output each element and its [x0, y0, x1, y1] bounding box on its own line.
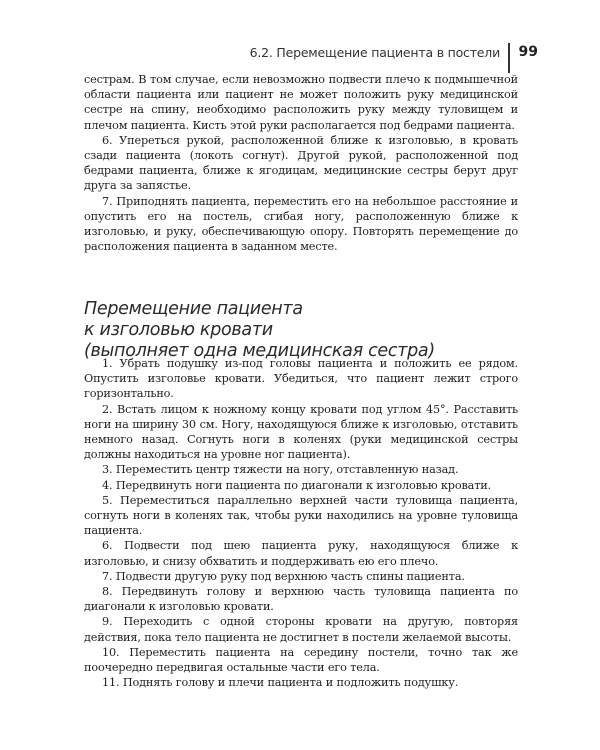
running-header	[250, 41, 538, 63]
header-divider	[508, 43, 510, 73]
step-item: 9. Переходить с одной стороны кровати на другую, повторяя действия, пока тело пациента не достигнет в постели желаемой высоты.	[84, 615, 518, 644]
page-number: 99	[518, 44, 538, 60]
step-item: 3. Переместить центр тяжести на ногу, отставленную назад.	[102, 463, 459, 477]
step-item: 10. Переместить пациента на середину постели, точно так же поочередно передвигая остальные части его тела.	[84, 645, 518, 675]
running-title: 6.2. Перемещение пациента в постели	[249, 44, 501, 60]
step-item: 11. Поднять голову и плечи пациента и подложить подушку.	[102, 676, 459, 690]
step-item: 7. Подвести другую руку под верхнюю часть спины пациента.	[102, 569, 465, 583]
paragraph-continuation: сестрам. В том случае, если невозможно подвести плечо к подмышечной области пациента или пациент не может положить руку медицинской сестре на спину, необходимо расположить руку между туловищем и плечом пациента. Кисть этой руки располагается под бедрами пациента.	[84, 73, 518, 132]
step-item: 6. Подвести под шею пациента руку, находящуюся ближе к изголовью, и снизу обхватить и поддерживать ею его плечо.	[84, 539, 518, 568]
step-item: 5. Переместиться параллельно верхней части туловища пациента, согнуть ноги в коленях так, чтобы руки находились на уровне туловища пациента.	[84, 493, 518, 538]
section-heading-line-2: к изголовью кровати	[84, 319, 273, 340]
paragraph-step-6: 6. Упереться рукой, расположенной ближе к изголовью, в кровать сзади пациента (локоть согнут). Другой рукой, расположенной под бедрами пациента, ближе к ягодицам, медицинские сестры берут друг друга за запястье.	[84, 133, 518, 193]
step-list	[84, 356, 518, 690]
step-item: 1. Убрать подушку из-под головы пациента и положить ее рядом. Опустить изголовье кровати. Убедиться, что пациент лежит строго горизонтально.	[84, 357, 518, 401]
paragraph-step-7: 7. Приподнять пациента, переместить его на небольшое расстояние и опустить его на постель, сгибая ногу, расположенную ближе к изголовью, и руку, обеспечивающую опору. Повторять перемещение до расположения пациента в заданном месте.	[84, 194, 518, 254]
step-item: 2. Встать лицом к ножному концу кровати под углом 45°. Расставить ноги на ширину 30 см. Ногу, находящуюся ближе к изголовью, отставить немного назад. Согнуть ноги в коленях (руки медицинской сестры должны находиться на уровне ног пациента).	[84, 402, 518, 462]
continued-text	[84, 72, 518, 254]
section-heading	[84, 299, 524, 362]
section-heading-line-3: (выполняет одна медицинская сестра)	[84, 340, 435, 361]
section-heading-line-1: Перемещение пациента	[84, 298, 303, 319]
step-item: 4. Передвинуть ноги пациента по диагонали к изголовью кровати.	[102, 478, 492, 492]
step-item: 8. Передвинуть голову и верхнюю часть туловища пациента по диагонали к изголовью кровати.	[84, 585, 518, 614]
